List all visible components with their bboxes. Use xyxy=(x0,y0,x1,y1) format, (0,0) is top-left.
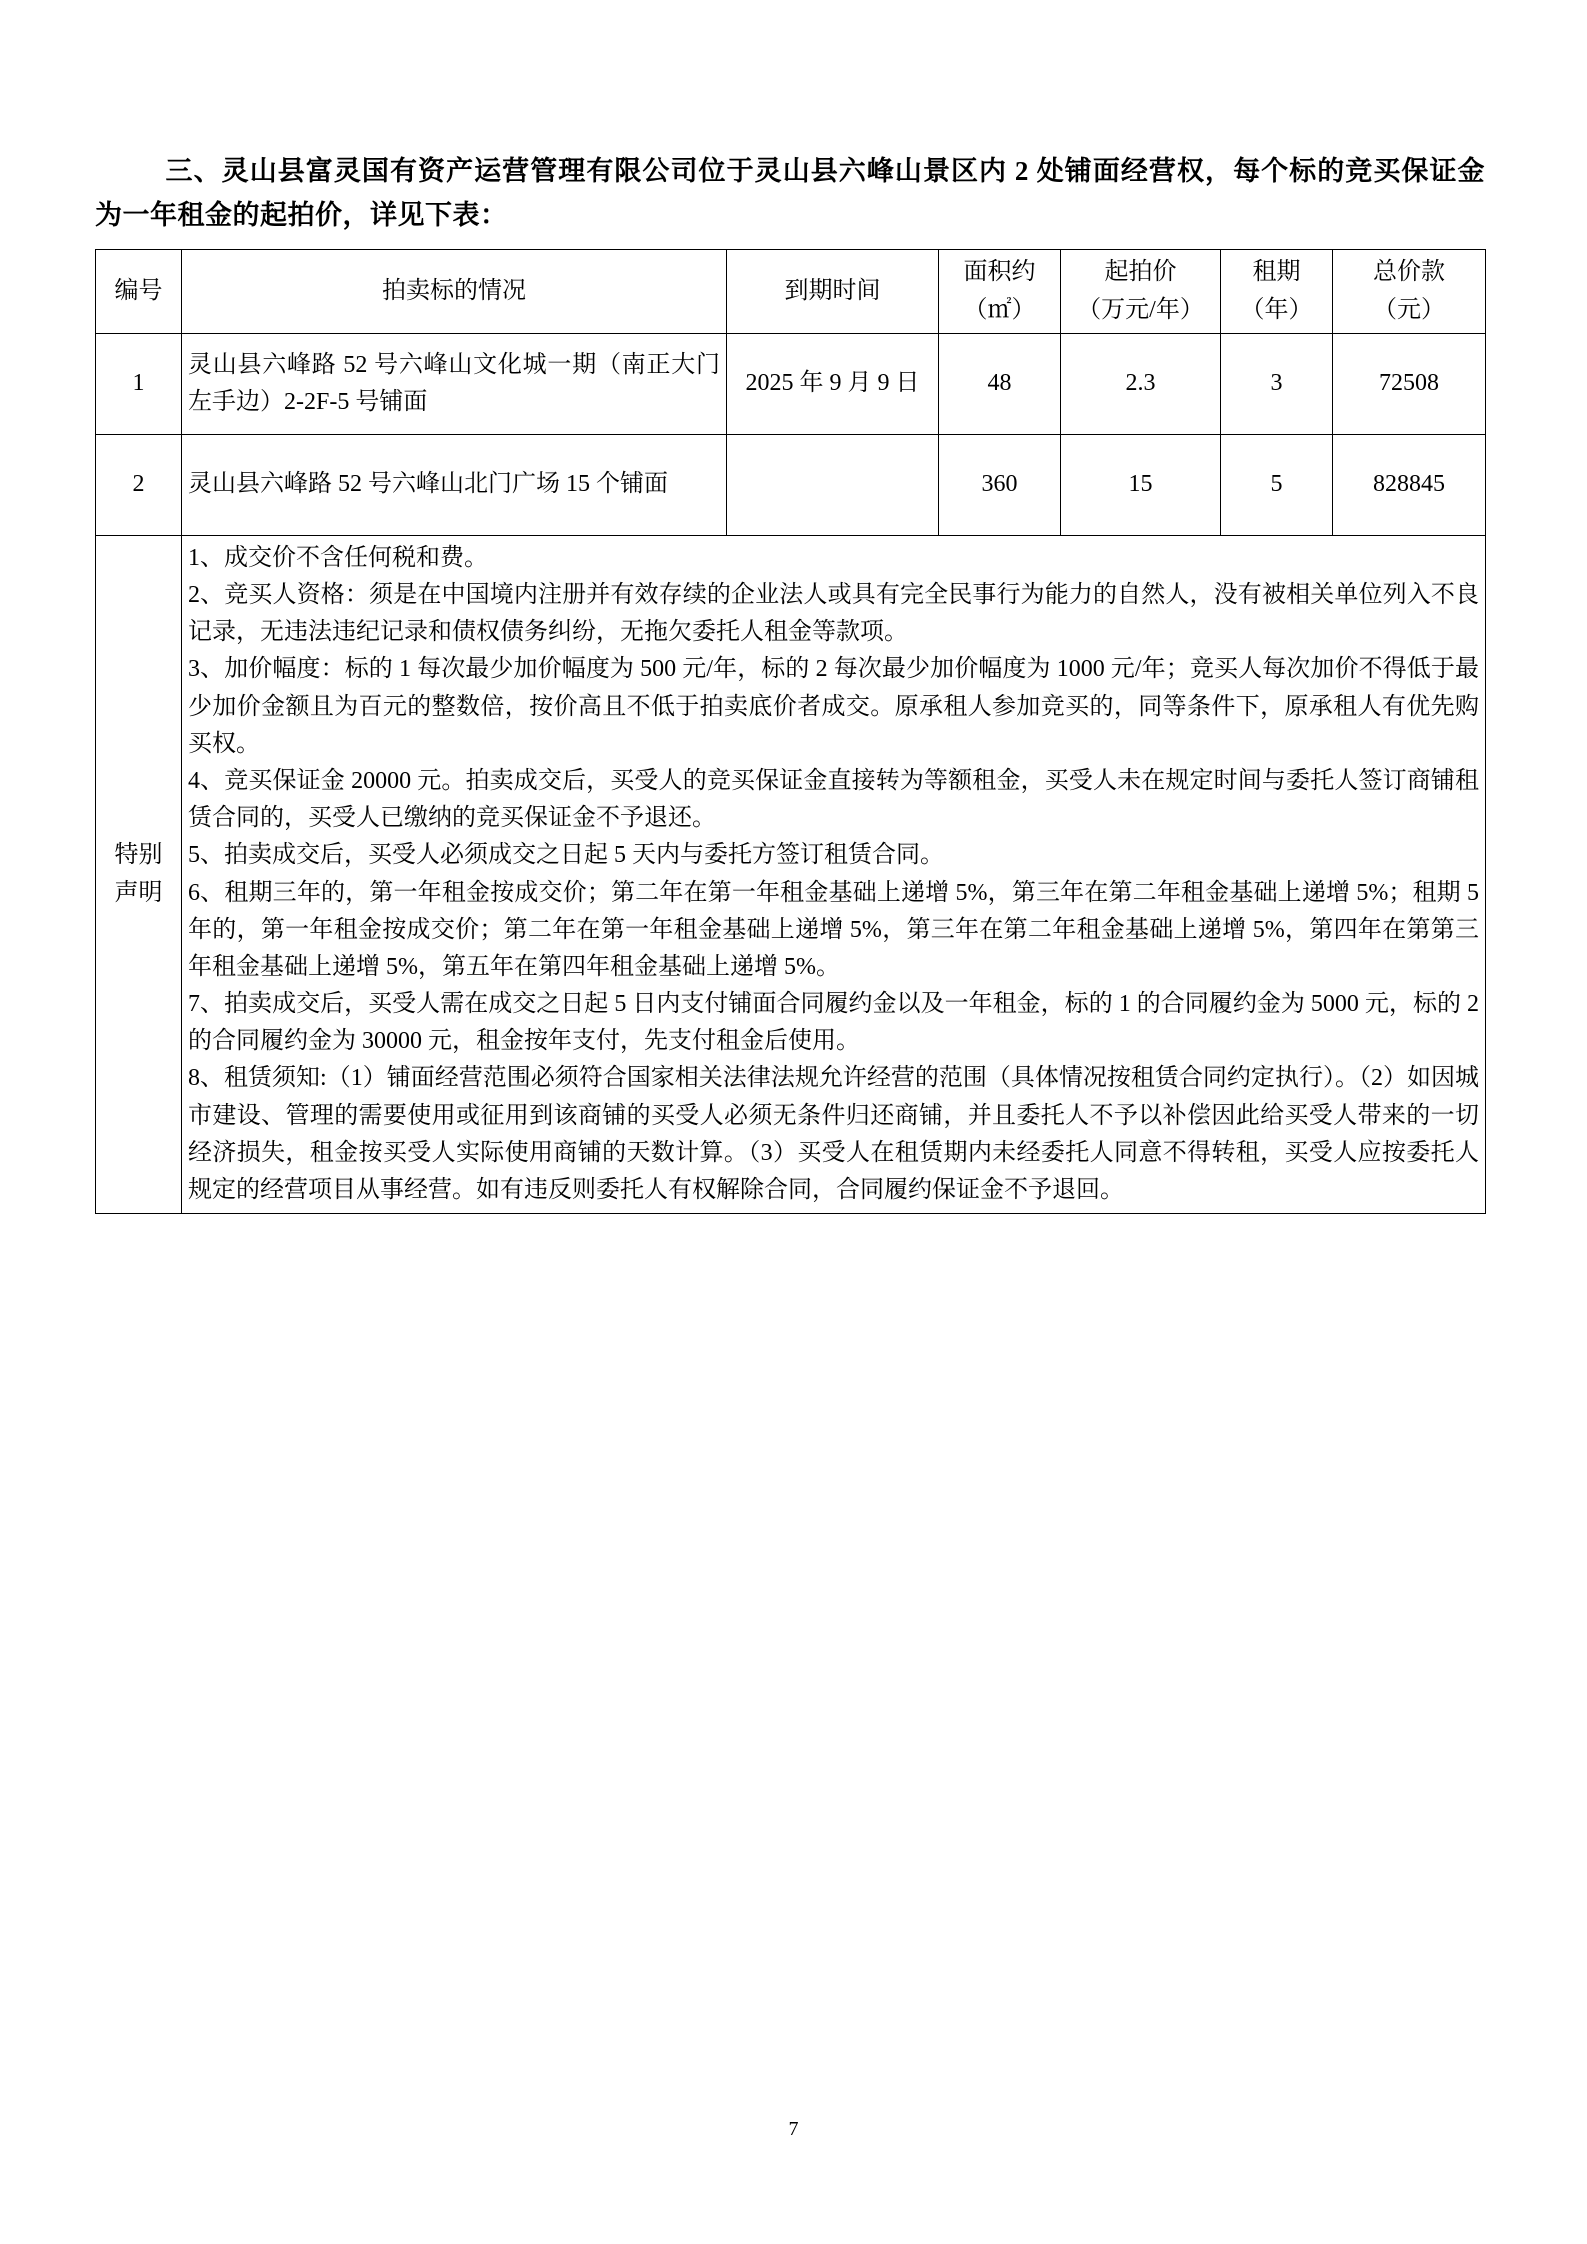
section-heading-text: 三、灵山县富灵国有资产运营管理有限公司位于灵山县六峰山景区内 2 处铺面经营权，每个标的竞买保证金为一年租金的起拍价，详见下表： xyxy=(95,156,1485,230)
row-total-price: 72508 xyxy=(1333,333,1486,434)
row-description: 灵山县六峰路 52 号六峰山文化城一期（南正大门左手边）2-2F-5 号铺面 xyxy=(182,333,727,434)
row-expire-time: 2025 年 9 月 9 日 xyxy=(727,333,939,434)
page-number: 7 xyxy=(788,2118,799,2140)
special-statement-body xyxy=(182,535,1486,1213)
header-lease-term xyxy=(1221,250,1333,333)
special-statement-label xyxy=(96,535,182,1213)
statement-item: 3、加价幅度：标的 1 每次最少加价幅度为 500 元/年，标的 2 每次最少加价幅度为 1000 元/年；竞买人每次加价不得低于最少加价金额且为百元的整数倍，按价高且不低于拍卖底价者成交。原承租人参加竞买的，同等条件下，原承租人有优先购买权。 xyxy=(188,656,1479,757)
statement-item: 4、竞买保证金 20000 元。拍卖成交后，买受人的竞买保证金直接转为等额租金，买受人未在规定时间与委托人签订商铺租赁合同的，买受人已缴纳的竞买保证金不予退还。 xyxy=(188,767,1479,832)
table-header-row xyxy=(96,250,1486,333)
row-description: 灵山县六峰路 52 号六峰山北门广场 15 个铺面 xyxy=(182,434,727,535)
row-number: 2 xyxy=(96,434,182,535)
table-row xyxy=(96,434,1486,535)
table-row xyxy=(96,333,1486,434)
special-statement-row xyxy=(96,535,1486,1213)
special-statement-label-line2: 声明 xyxy=(114,879,163,906)
row-area: 360 xyxy=(939,434,1061,535)
statement-item: 5、拍卖成交后，买受人必须成交之日起 5 天内与委托方签订租赁合同。 xyxy=(188,842,944,869)
header-total-price xyxy=(1333,250,1486,333)
header-expire-time: 到期时间 xyxy=(727,250,939,333)
header-lease-term-line1: 租期 xyxy=(1252,259,1301,286)
header-start-price-line2: （万元/年） xyxy=(1077,296,1204,323)
header-area-line1: 面积约 xyxy=(963,259,1036,286)
row-area: 48 xyxy=(939,333,1061,434)
statement-item: 2、竞买人资格：须是在中国境内注册并有效存续的企业法人或具有完全民事行为能力的自然人，没有被相关单位列入不良记录，无违法违纪记录和债权债务纠纷，无拖欠委托人租金等款项。 xyxy=(188,582,1479,646)
row-lease-term: 3 xyxy=(1221,333,1333,434)
statement-item: 1、成交价不含任何税和费。 xyxy=(188,544,488,571)
header-start-price xyxy=(1061,250,1221,333)
statement-item: 6、租期三年的，第一年租金按成交价；第二年在第一年租金基础上递增 5%，第三年在第二年租金基础上递增 5%；租期 5 年的，第一年租金按成交价；第二年在第一年租金基础上递增 5%，第三年在第二年租金基础上递增 5%，第四年在第第三年租金基础上递增 5%，第五年在第四年租金基础上递增 5%。 xyxy=(188,879,1479,980)
header-lease-term-line2: （年） xyxy=(1240,296,1313,323)
header-total-price-line2: （元） xyxy=(1373,296,1445,323)
header-total-price-line1: 总价款 xyxy=(1373,259,1445,286)
row-number: 1 xyxy=(96,333,182,434)
auction-items-table xyxy=(95,249,1486,1214)
statement-item: 7、拍卖成交后，买受人需在成交之日起 5 日内支付铺面合同履约金以及一年租金，标的 1 的合同履约金为 5000 元，标的 2 的合同履约金为 30000 元，租金按年支付，先支付租金后使用。 xyxy=(188,991,1479,1055)
document-body xyxy=(95,150,1485,1214)
header-start-price-line1: 起拍价 xyxy=(1104,259,1177,286)
row-total-price: 828845 xyxy=(1333,434,1486,535)
row-expire-time xyxy=(727,434,939,535)
row-start-price: 15 xyxy=(1061,434,1221,535)
header-description: 拍卖标的情况 xyxy=(182,250,727,333)
header-area xyxy=(939,250,1061,333)
row-start-price: 2.3 xyxy=(1061,333,1221,434)
section-heading xyxy=(95,150,1485,237)
header-area-line2: （㎡） xyxy=(963,296,1036,323)
row-lease-term: 5 xyxy=(1221,434,1333,535)
statement-item: 8、租赁须知:（1）铺面经营范围必须符合国家相关法律法规允许经营的范围（具体情况按租赁合同约定执行）。（2）如因城市建设、管理的需要使用或征用到该商铺的买受人必须无条件归还商铺，并且委托人不予以补偿因此给买受人带来的一切经济损失，租金按买受人实际使用商铺的天数计算。（3）买受人在租赁期内未经委托人同意不得转租，买受人应按委托人规定的经营项目从事经营。如有违反则委托人有权解除合同，合同履约保证金不予退回。 xyxy=(188,1065,1479,1204)
header-number: 编号 xyxy=(96,250,182,333)
special-statement-label-line1: 特别 xyxy=(114,842,163,869)
